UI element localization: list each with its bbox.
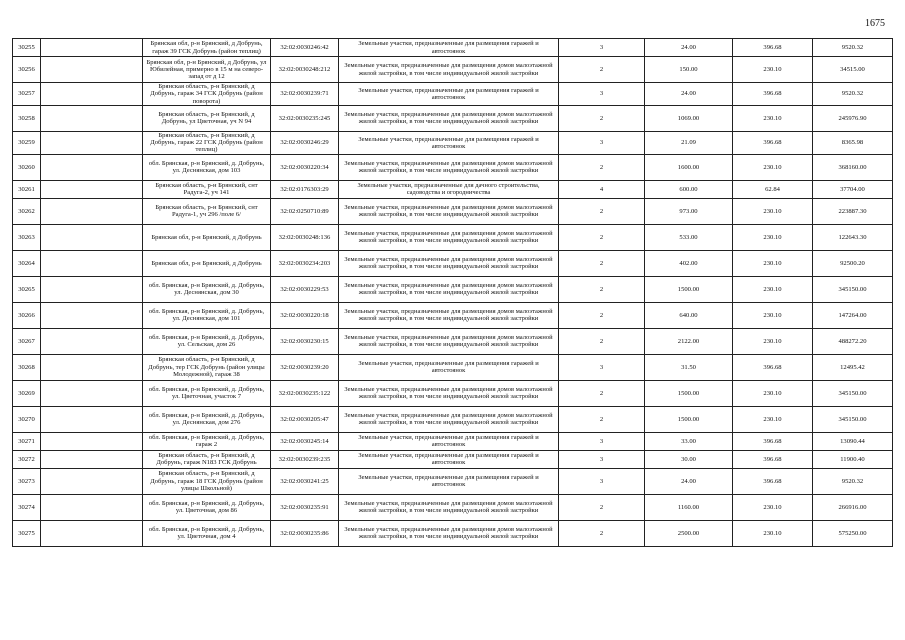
row-number-cell: 30271 bbox=[13, 432, 41, 450]
land-purpose-cell: Земельные участки, предназначенные для размещения гаражей и автостоянок bbox=[339, 450, 559, 468]
cadastral-value-cell: 488272.20 bbox=[813, 328, 893, 354]
group-cell: 2 bbox=[559, 406, 645, 432]
rate-cell: 230.10 bbox=[733, 105, 813, 131]
area-cell: 1500.00 bbox=[645, 406, 733, 432]
cadastral-number-cell: 32:02:0030248:136 bbox=[271, 224, 339, 250]
rate-cell: 230.10 bbox=[733, 328, 813, 354]
empty-cell bbox=[41, 39, 143, 57]
row-number-cell: 30260 bbox=[13, 154, 41, 180]
cadastral-number-cell: 32:02:0030234:203 bbox=[271, 250, 339, 276]
group-cell: 2 bbox=[559, 105, 645, 131]
land-purpose-cell: Земельные участки, предназначенные для размещения гаражей и автостоянок bbox=[339, 131, 559, 154]
row-number-cell: 30264 bbox=[13, 250, 41, 276]
empty-cell bbox=[41, 494, 143, 520]
land-purpose-cell: Земельные участки, предназначенные для размещения домов малоэтажной жилой застройки, в том числе индивидуальной жилой застройки bbox=[339, 154, 559, 180]
cadastral-number-cell: 32:02:0030220:34 bbox=[271, 154, 339, 180]
cadastral-number-cell: 32:02:0030235:122 bbox=[271, 380, 339, 406]
cadastral-number-cell: 32:02:0030239:20 bbox=[271, 354, 339, 380]
address-cell: обл. Брянская, р-н Брянский, д. Добрунь, ул. Цветочная, участок 7 bbox=[143, 380, 271, 406]
cadastral-value-cell: 13090.44 bbox=[813, 432, 893, 450]
group-cell: 2 bbox=[559, 154, 645, 180]
cadastral-number-cell: 32:02:0030241:25 bbox=[271, 468, 339, 494]
empty-cell bbox=[41, 468, 143, 494]
row-number-cell: 30257 bbox=[13, 83, 41, 106]
group-cell: 3 bbox=[559, 83, 645, 106]
cadastral-number-cell: 32:02:0030235:86 bbox=[271, 520, 339, 546]
rate-cell: 230.10 bbox=[733, 302, 813, 328]
area-cell: 30.00 bbox=[645, 450, 733, 468]
table-row bbox=[13, 354, 893, 380]
area-cell: 31.50 bbox=[645, 354, 733, 380]
rate-cell: 396.68 bbox=[733, 131, 813, 154]
rate-cell: 230.10 bbox=[733, 276, 813, 302]
row-number-cell: 30255 bbox=[13, 39, 41, 57]
table-row bbox=[13, 39, 893, 57]
group-cell: 3 bbox=[559, 432, 645, 450]
land-purpose-cell: Земельные участки, предназначенные для размещения домов малоэтажной жилой застройки, в том числе индивидуальной жилой застройки bbox=[339, 250, 559, 276]
area-cell: 1600.00 bbox=[645, 154, 733, 180]
land-purpose-cell: Земельные участки, предназначенные для размещения гаражей и автостоянок bbox=[339, 432, 559, 450]
area-cell: 402.00 bbox=[645, 250, 733, 276]
cadastral-number-cell: 32:02:0030248:212 bbox=[271, 57, 339, 83]
address-cell: Брянская обл, р-н Брянский, д Добрунь bbox=[143, 224, 271, 250]
row-number-cell: 30263 bbox=[13, 224, 41, 250]
cadastral-value-cell: 8365.98 bbox=[813, 131, 893, 154]
address-cell: Брянская область, р-н Брянский, д Добрунь, гараж 18 ГСК Добрунь (район улицы Школьной) bbox=[143, 468, 271, 494]
row-number-cell: 30261 bbox=[13, 180, 41, 198]
group-cell: 2 bbox=[559, 494, 645, 520]
empty-cell bbox=[41, 105, 143, 131]
group-cell: 2 bbox=[559, 328, 645, 354]
rate-cell: 396.68 bbox=[733, 39, 813, 57]
cadastral-number-cell: 32:02:0030245:14 bbox=[271, 432, 339, 450]
row-number-cell: 30259 bbox=[13, 131, 41, 154]
rate-cell: 230.10 bbox=[733, 250, 813, 276]
empty-cell bbox=[41, 276, 143, 302]
group-cell: 2 bbox=[559, 224, 645, 250]
empty-cell bbox=[41, 432, 143, 450]
row-number-cell: 30275 bbox=[13, 520, 41, 546]
group-cell: 2 bbox=[559, 250, 645, 276]
row-number-cell: 30258 bbox=[13, 105, 41, 131]
table-row bbox=[13, 57, 893, 83]
row-number-cell: 30273 bbox=[13, 468, 41, 494]
table-row bbox=[13, 432, 893, 450]
cadastral-number-cell: 32:02:0030235:91 bbox=[271, 494, 339, 520]
land-purpose-cell: Земельные участки, предназначенные для размещения домов малоэтажной жилой застройки, в том числе индивидуальной жилой застройки bbox=[339, 328, 559, 354]
row-number-cell: 30262 bbox=[13, 198, 41, 224]
empty-cell bbox=[41, 302, 143, 328]
empty-cell bbox=[41, 154, 143, 180]
address-cell: Брянская область, р-н Брянский, д Добрунь, гараж 22 ГСК Добрунь (район теплиц) bbox=[143, 131, 271, 154]
table-row bbox=[13, 276, 893, 302]
group-cell: 3 bbox=[559, 468, 645, 494]
address-cell: обл. Брянская, р-н Брянский, д. Добрунь, ул. Деснянская, дом 103 bbox=[143, 154, 271, 180]
row-number-cell: 30268 bbox=[13, 354, 41, 380]
cadastral-value-cell: 245976.90 bbox=[813, 105, 893, 131]
rate-cell: 396.68 bbox=[733, 354, 813, 380]
land-purpose-cell: Земельные участки, предназначенные для размещения домов малоэтажной жилой застройки, в том числе индивидуальной жилой застройки bbox=[339, 302, 559, 328]
empty-cell bbox=[41, 224, 143, 250]
table-row bbox=[13, 380, 893, 406]
table-row bbox=[13, 302, 893, 328]
cadastral-number-cell: 32:02:0250710:89 bbox=[271, 198, 339, 224]
rate-cell: 230.10 bbox=[733, 380, 813, 406]
address-cell: Брянская область, р-н Брянский, д Добрунь, тер ГСК Добрунь (район улицы Молодежной), гараж 38 bbox=[143, 354, 271, 380]
cadastral-value-cell: 9520.32 bbox=[813, 39, 893, 57]
cadastral-value-cell: 575250.00 bbox=[813, 520, 893, 546]
empty-cell bbox=[41, 250, 143, 276]
rate-cell: 230.10 bbox=[733, 57, 813, 83]
address-cell: обл. Брянская, р-н Брянский, д. Добрунь, ул. Цветочная, дом 86 bbox=[143, 494, 271, 520]
address-cell: обл. Брянская, р-н Брянский, д. Добрунь, ул. Цветочная, дом 4 bbox=[143, 520, 271, 546]
row-number-cell: 30266 bbox=[13, 302, 41, 328]
rate-cell: 230.10 bbox=[733, 406, 813, 432]
group-cell: 4 bbox=[559, 180, 645, 198]
area-cell: 973.00 bbox=[645, 198, 733, 224]
group-cell: 2 bbox=[559, 198, 645, 224]
empty-cell bbox=[41, 328, 143, 354]
table-row bbox=[13, 154, 893, 180]
row-number-cell: 30270 bbox=[13, 406, 41, 432]
cadastral-value-cell: 266916.00 bbox=[813, 494, 893, 520]
cadastral-number-cell: 32:02:0030205:47 bbox=[271, 406, 339, 432]
address-cell: обл. Брянская, р-н Брянский, д. Добрунь, ул. Деснянская, дом 276 bbox=[143, 406, 271, 432]
address-cell: Брянская область, р-н Брянский, д Добрунь, ул Цветочная, уч N 94 bbox=[143, 105, 271, 131]
land-purpose-cell: Земельные участки, предназначенные для размещения гаражей и автостоянок bbox=[339, 83, 559, 106]
group-cell: 2 bbox=[559, 302, 645, 328]
table-row bbox=[13, 494, 893, 520]
address-cell: обл. Брянская, р-н Брянский, д. Добрунь, ул. Деснянская, дом 30 bbox=[143, 276, 271, 302]
rate-cell: 62.84 bbox=[733, 180, 813, 198]
address-cell: обл. Брянская, р-н Брянский, д. Добрунь, гараж 2 bbox=[143, 432, 271, 450]
area-cell: 24.00 bbox=[645, 39, 733, 57]
table-row bbox=[13, 83, 893, 106]
table-row bbox=[13, 180, 893, 198]
table-row bbox=[13, 406, 893, 432]
land-purpose-cell: Земельные участки, предназначенные для размещения домов малоэтажной жилой застройки, в том числе индивидуальной жилой застройки bbox=[339, 224, 559, 250]
land-register-table bbox=[12, 38, 893, 547]
empty-cell bbox=[41, 380, 143, 406]
group-cell: 2 bbox=[559, 57, 645, 83]
land-purpose-cell: Земельные участки, предназначенные для размещения гаражей и автостоянок bbox=[339, 468, 559, 494]
cadastral-value-cell: 9520.32 bbox=[813, 83, 893, 106]
rate-cell: 230.10 bbox=[733, 198, 813, 224]
table-row bbox=[13, 224, 893, 250]
row-number-cell: 30272 bbox=[13, 450, 41, 468]
cadastral-value-cell: 368160.00 bbox=[813, 154, 893, 180]
empty-cell bbox=[41, 354, 143, 380]
row-number-cell: 30269 bbox=[13, 380, 41, 406]
empty-cell bbox=[41, 131, 143, 154]
cadastral-number-cell: 32:02:0030230:15 bbox=[271, 328, 339, 354]
cadastral-value-cell: 9520.32 bbox=[813, 468, 893, 494]
table-row bbox=[13, 198, 893, 224]
cadastral-value-cell: 223887.30 bbox=[813, 198, 893, 224]
area-cell: 1069.00 bbox=[645, 105, 733, 131]
table-row bbox=[13, 450, 893, 468]
address-cell: обл. Брянская, р-н Брянский, д. Добрунь, ул. Деснянская, дом 101 bbox=[143, 302, 271, 328]
land-purpose-cell: Земельные участки, предназначенные для размещения домов малоэтажной жилой застройки, в том числе индивидуальной жилой застройки bbox=[339, 276, 559, 302]
area-cell: 1500.00 bbox=[645, 276, 733, 302]
cadastral-number-cell: 32:02:0030239:235 bbox=[271, 450, 339, 468]
group-cell: 2 bbox=[559, 380, 645, 406]
address-cell: Брянская область, р-н Брянский, снт Радуга-1, уч 296 /поле 6/ bbox=[143, 198, 271, 224]
table-row bbox=[13, 131, 893, 154]
address-cell: Брянская область, р-н Брянский, д Добрунь, гараж N183 ГСК Добрунь bbox=[143, 450, 271, 468]
rate-cell: 396.68 bbox=[733, 468, 813, 494]
rate-cell: 396.68 bbox=[733, 83, 813, 106]
land-purpose-cell: Земельные участки, предназначенные для размещения домов малоэтажной жилой застройки, в том числе индивидуальной жилой застройки bbox=[339, 520, 559, 546]
empty-cell bbox=[41, 520, 143, 546]
area-cell: 2500.00 bbox=[645, 520, 733, 546]
cadastral-value-cell: 345150.00 bbox=[813, 406, 893, 432]
cadastral-number-cell: 32:02:0030229:53 bbox=[271, 276, 339, 302]
page-number: 1675 bbox=[865, 18, 885, 29]
row-number-cell: 30256 bbox=[13, 57, 41, 83]
area-cell: 24.00 bbox=[645, 83, 733, 106]
address-cell: Брянская обл, р-н Брянский, д Добрунь, ул Юбилейная, примерно в 15 м на северо-запад от д 12 bbox=[143, 57, 271, 83]
group-cell: 2 bbox=[559, 520, 645, 546]
empty-cell bbox=[41, 450, 143, 468]
land-purpose-cell: Земельные участки, предназначенные для размещения гаражей и автостоянок bbox=[339, 39, 559, 57]
rate-cell: 230.10 bbox=[733, 224, 813, 250]
rate-cell: 396.68 bbox=[733, 432, 813, 450]
table-row bbox=[13, 520, 893, 546]
land-purpose-cell: Земельные участки, предназначенные для дачного строительства, садоводства и огородничества bbox=[339, 180, 559, 198]
area-cell: 24.00 bbox=[645, 468, 733, 494]
group-cell: 3 bbox=[559, 39, 645, 57]
group-cell: 3 bbox=[559, 450, 645, 468]
cadastral-value-cell: 345150.00 bbox=[813, 276, 893, 302]
empty-cell bbox=[41, 406, 143, 432]
cadastral-number-cell: 32:02:0176303:29 bbox=[271, 180, 339, 198]
address-cell: Брянская область, р-н Брянский, д Добрунь, гараж 34 ГСК Добрунь (район поворота) bbox=[143, 83, 271, 106]
cadastral-value-cell: 12495.42 bbox=[813, 354, 893, 380]
cadastral-number-cell: 32:02:0030246:42 bbox=[271, 39, 339, 57]
rate-cell: 230.10 bbox=[733, 154, 813, 180]
row-number-cell: 30274 bbox=[13, 494, 41, 520]
cadastral-value-cell: 11900.40 bbox=[813, 450, 893, 468]
land-purpose-cell: Земельные участки, предназначенные для размещения гаражей и автостоянок bbox=[339, 354, 559, 380]
rate-cell: 230.10 bbox=[733, 520, 813, 546]
land-purpose-cell: Земельные участки, предназначенные для размещения домов малоэтажной жилой застройки, в том числе индивидуальной жилой застройки bbox=[339, 57, 559, 83]
land-purpose-cell: Земельные участки, предназначенные для размещения домов малоэтажной жилой застройки, в том числе индивидуальной жилой застройки bbox=[339, 380, 559, 406]
land-purpose-cell: Земельные участки, предназначенные для размещения домов малоэтажной жилой застройки, в том числе индивидуальной жилой застройки bbox=[339, 406, 559, 432]
cadastral-number-cell: 32:02:0030246:29 bbox=[271, 131, 339, 154]
group-cell: 3 bbox=[559, 354, 645, 380]
row-number-cell: 30267 bbox=[13, 328, 41, 354]
row-number-cell: 30265 bbox=[13, 276, 41, 302]
area-cell: 21.09 bbox=[645, 131, 733, 154]
rate-cell: 230.10 bbox=[733, 494, 813, 520]
table-row bbox=[13, 250, 893, 276]
area-cell: 640.00 bbox=[645, 302, 733, 328]
cadastral-value-cell: 345150.00 bbox=[813, 380, 893, 406]
area-cell: 2122.00 bbox=[645, 328, 733, 354]
group-cell: 2 bbox=[559, 276, 645, 302]
area-cell: 150.00 bbox=[645, 57, 733, 83]
empty-cell bbox=[41, 198, 143, 224]
area-cell: 600.00 bbox=[645, 180, 733, 198]
cadastral-value-cell: 34515.00 bbox=[813, 57, 893, 83]
area-cell: 33.00 bbox=[645, 432, 733, 450]
cadastral-value-cell: 37704.00 bbox=[813, 180, 893, 198]
land-purpose-cell: Земельные участки, предназначенные для размещения домов малоэтажной жилой застройки, в том числе индивидуальной жилой застройки bbox=[339, 105, 559, 131]
cadastral-value-cell: 92500.20 bbox=[813, 250, 893, 276]
address-cell: Брянская обл, р-н Брянский, д Добрунь, гараж 39 ГСК Добрунь (район теплиц) bbox=[143, 39, 271, 57]
cadastral-value-cell: 147264.00 bbox=[813, 302, 893, 328]
area-cell: 533.00 bbox=[645, 224, 733, 250]
area-cell: 1500.00 bbox=[645, 380, 733, 406]
empty-cell bbox=[41, 57, 143, 83]
land-purpose-cell: Земельные участки, предназначенные для размещения домов малоэтажной жилой застройки, в том числе индивидуальной жилой застройки bbox=[339, 198, 559, 224]
cadastral-number-cell: 32:02:0030235:245 bbox=[271, 105, 339, 131]
land-purpose-cell: Земельные участки, предназначенные для размещения домов малоэтажной жилой застройки, в том числе индивидуальной жилой застройки bbox=[339, 494, 559, 520]
group-cell: 3 bbox=[559, 131, 645, 154]
table-row bbox=[13, 328, 893, 354]
address-cell: Брянская обл, р-н Брянский, д Добрунь bbox=[143, 250, 271, 276]
address-cell: Брянская область, р-н Брянский, снт Радуга-2, уч 141 bbox=[143, 180, 271, 198]
rate-cell: 396.68 bbox=[733, 450, 813, 468]
table-body bbox=[13, 39, 893, 547]
table-row bbox=[13, 105, 893, 131]
table-row bbox=[13, 468, 893, 494]
cadastral-number-cell: 32:02:0030239:71 bbox=[271, 83, 339, 106]
address-cell: обл. Брянская, р-н Брянский, д. Добрунь, ул. Сельская, дом 26 bbox=[143, 328, 271, 354]
area-cell: 1160.00 bbox=[645, 494, 733, 520]
cadastral-value-cell: 122643.30 bbox=[813, 224, 893, 250]
empty-cell bbox=[41, 180, 143, 198]
empty-cell bbox=[41, 83, 143, 106]
cadastral-number-cell: 32:02:0030220:18 bbox=[271, 302, 339, 328]
